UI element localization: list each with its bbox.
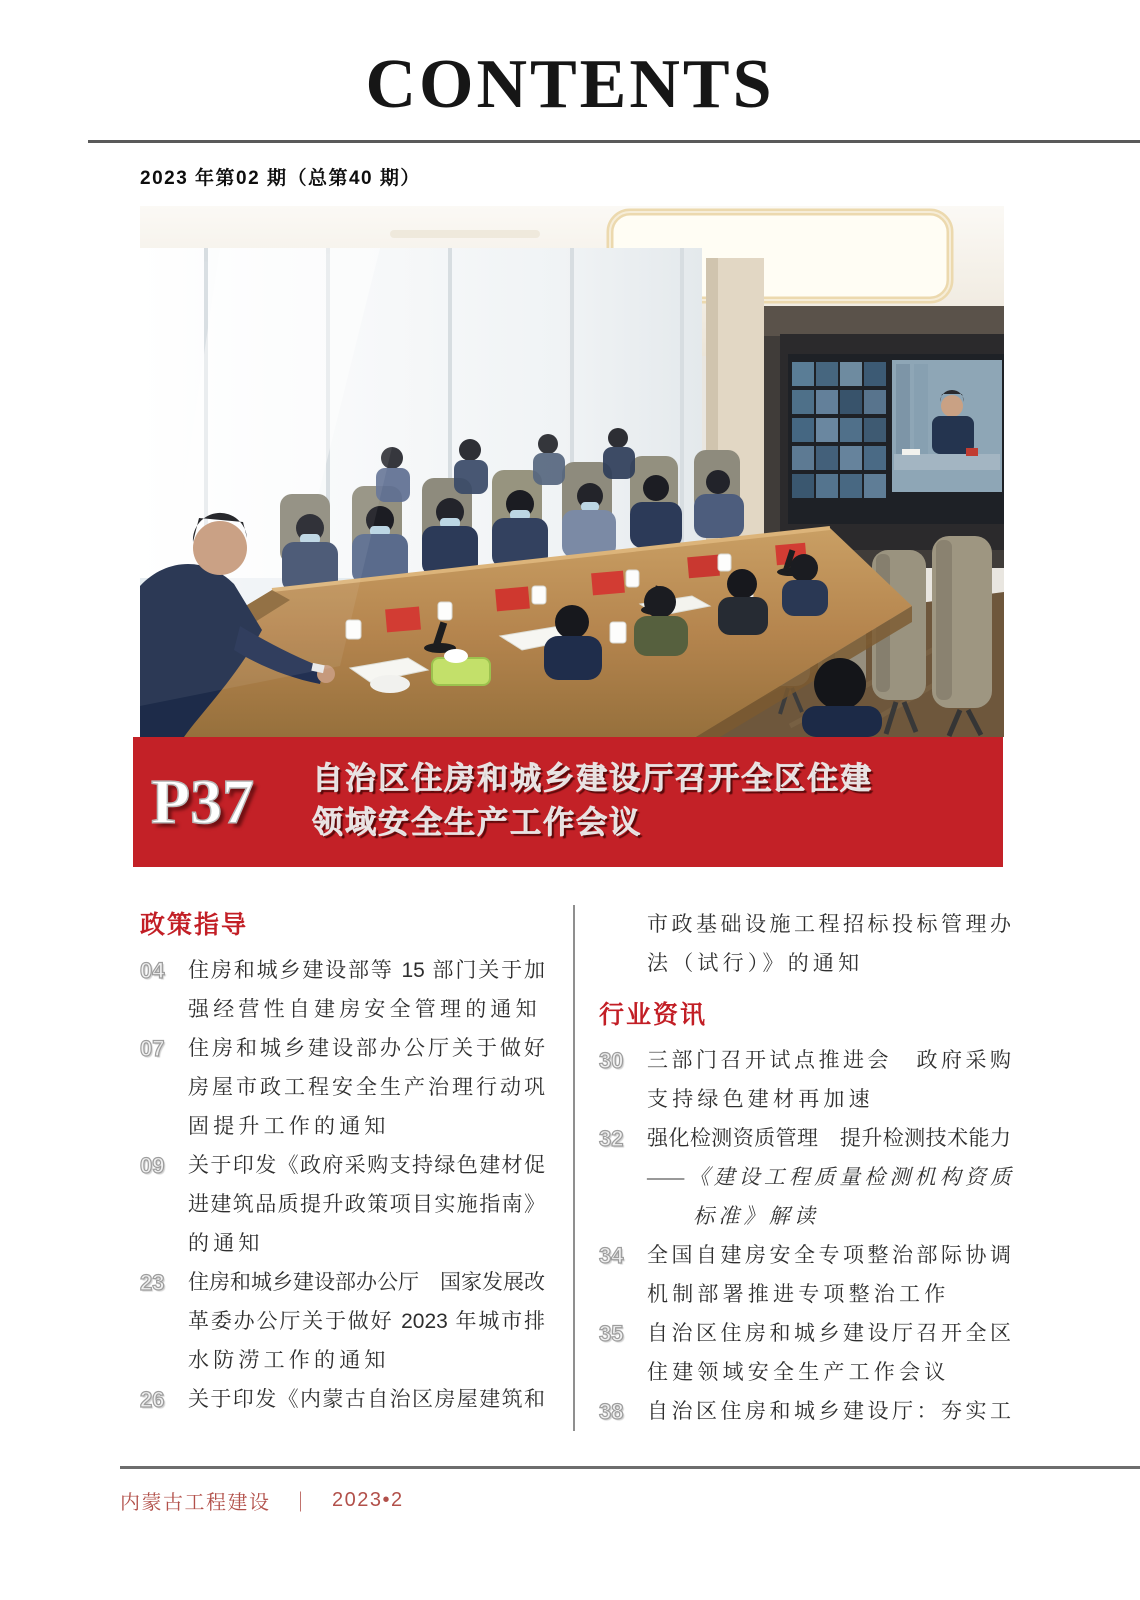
toc-page-number: 26 (140, 1386, 165, 1412)
toc-item (599, 1119, 1011, 1236)
section-heading-policy: 政策指导 (140, 910, 249, 939)
toc-item (140, 1029, 545, 1146)
toc-entry-text (647, 1392, 1011, 1431)
feature-title-line1: 自治区住房和城乡建设厅召开全区住建 (312, 761, 874, 797)
toc-page-number: 34 (599, 1242, 624, 1268)
toc-page-number: 23 (140, 1269, 165, 1295)
toc-line: 水防涝工作的通知 (188, 1348, 390, 1372)
footer-issue: 2023•2 (332, 1489, 404, 1511)
conference-photo-art (140, 206, 1004, 737)
toc-line: 自治区住房和城乡建设厅召开全区 (647, 1321, 1011, 1345)
toc-item (140, 1263, 545, 1380)
toc-right-column (599, 905, 1011, 1431)
toc-entry-text (188, 1380, 545, 1419)
toc-line: 住建领域安全生产工作会议 (647, 1360, 950, 1384)
toc-right-items (599, 1041, 1011, 1431)
toc-line: 关于印发《内蒙古自治区房屋建筑和 (188, 1387, 545, 1411)
header-rule (88, 140, 1140, 143)
issue-line: 2023 年第02 期（总第40 期） (140, 167, 421, 189)
footer-text (120, 1486, 1140, 1515)
section-heading-industry: 行业资讯 (599, 1000, 708, 1029)
video-wall (764, 306, 1004, 568)
toc-line: 强化检测资质管理 提升检测技术能力 (647, 1126, 1011, 1150)
conference-photo (140, 206, 1004, 737)
toc-entry-text (188, 1263, 545, 1380)
toc-item (140, 1380, 545, 1419)
toc-entry-text (188, 951, 545, 1029)
toc-line: 住房和城乡建设部办公厅 国家发展改 (188, 1270, 545, 1294)
footer-rule (120, 1466, 1140, 1469)
toc-page-number (599, 905, 641, 983)
toc-page-number: 35 (599, 1320, 624, 1346)
toc-subtitle-line: ——《建设工程质量检测机构资质 (647, 1164, 1011, 1189)
toc-line: 法（试行）》的通知 (647, 951, 864, 975)
toc-line: 关于印发《政府采购支持绿色建材促 (188, 1153, 545, 1177)
toc-line: 全国自建房安全专项整治部际协调 (647, 1243, 1011, 1267)
toc-item (140, 1146, 545, 1263)
toc-page-number: 38 (599, 1398, 624, 1424)
toc-subtitle-line: 标准》解读 (693, 1203, 820, 1228)
toc-line: 住房和城乡建设部等 15 部门关于加 (188, 958, 545, 982)
toc-line: 革委办公厅关于做好 2023 年城市排 (188, 1309, 545, 1333)
feature-title-line2: 领域安全生产工作会议 (312, 805, 643, 840)
toc-left-column (140, 905, 545, 1431)
toc-page-number: 04 (140, 957, 165, 983)
toc-entry-text (647, 1314, 1011, 1392)
toc-page-number: 07 (140, 1035, 165, 1061)
toc-page-number: 30 (599, 1047, 624, 1073)
toc-line: 住房和城乡建设部办公厅关于做好 (188, 1036, 545, 1060)
toc-entry-text (188, 1029, 545, 1146)
toc-entry-text (647, 905, 1011, 983)
toc-page-number: 32 (599, 1125, 624, 1151)
journal-name: 内蒙古工程建设 (120, 1492, 271, 1514)
toc-line: 支持绿色建材再加速 (647, 1087, 874, 1111)
page-footer (120, 1466, 1140, 1515)
toc-item (599, 1392, 1011, 1431)
toc-item (599, 1041, 1011, 1119)
toc-line: 自治区住房和城乡建设厅：夯实工 (647, 1399, 1011, 1423)
feature-page-ref: P37 (151, 765, 255, 837)
toc-item (140, 951, 545, 1029)
toc-carryover (599, 905, 1011, 983)
toc-left-items (140, 951, 545, 1419)
toc-entry-text (647, 1119, 1011, 1236)
table-of-contents (140, 905, 1140, 1431)
toc-line: 进建筑品质提升政策项目实施指南》 (188, 1192, 545, 1216)
feature-banner (133, 737, 1003, 867)
toc-item (599, 1314, 1011, 1392)
column-divider (573, 905, 575, 1431)
footer-separator: ｜ (290, 1492, 312, 1514)
toc-line: 房屋市政工程安全生产治理行动巩 (188, 1075, 545, 1099)
feature-title (312, 760, 873, 843)
toc-line: 固提升工作的通知 (188, 1114, 390, 1138)
toc-item (599, 1236, 1011, 1314)
toc-entry-text (647, 1041, 1011, 1119)
toc-line: 强经营性自建房安全管理的通知 (188, 997, 541, 1021)
toc-entry-text (647, 1236, 1011, 1314)
toc-entry-text (188, 1146, 545, 1263)
toc-line: 三部门召开试点推进会 政府采购 (647, 1048, 1011, 1072)
toc-line: 机制部署推进专项整治工作 (647, 1282, 950, 1306)
toc-line: 市政基础设施工程招标投标管理办 (647, 912, 1011, 936)
toc-item (599, 905, 1011, 983)
toc-page-number: 09 (140, 1152, 165, 1178)
video-main-feed (892, 360, 1002, 492)
page-title: CONTENTS (365, 46, 775, 123)
toc-line: 的通知 (188, 1231, 264, 1255)
